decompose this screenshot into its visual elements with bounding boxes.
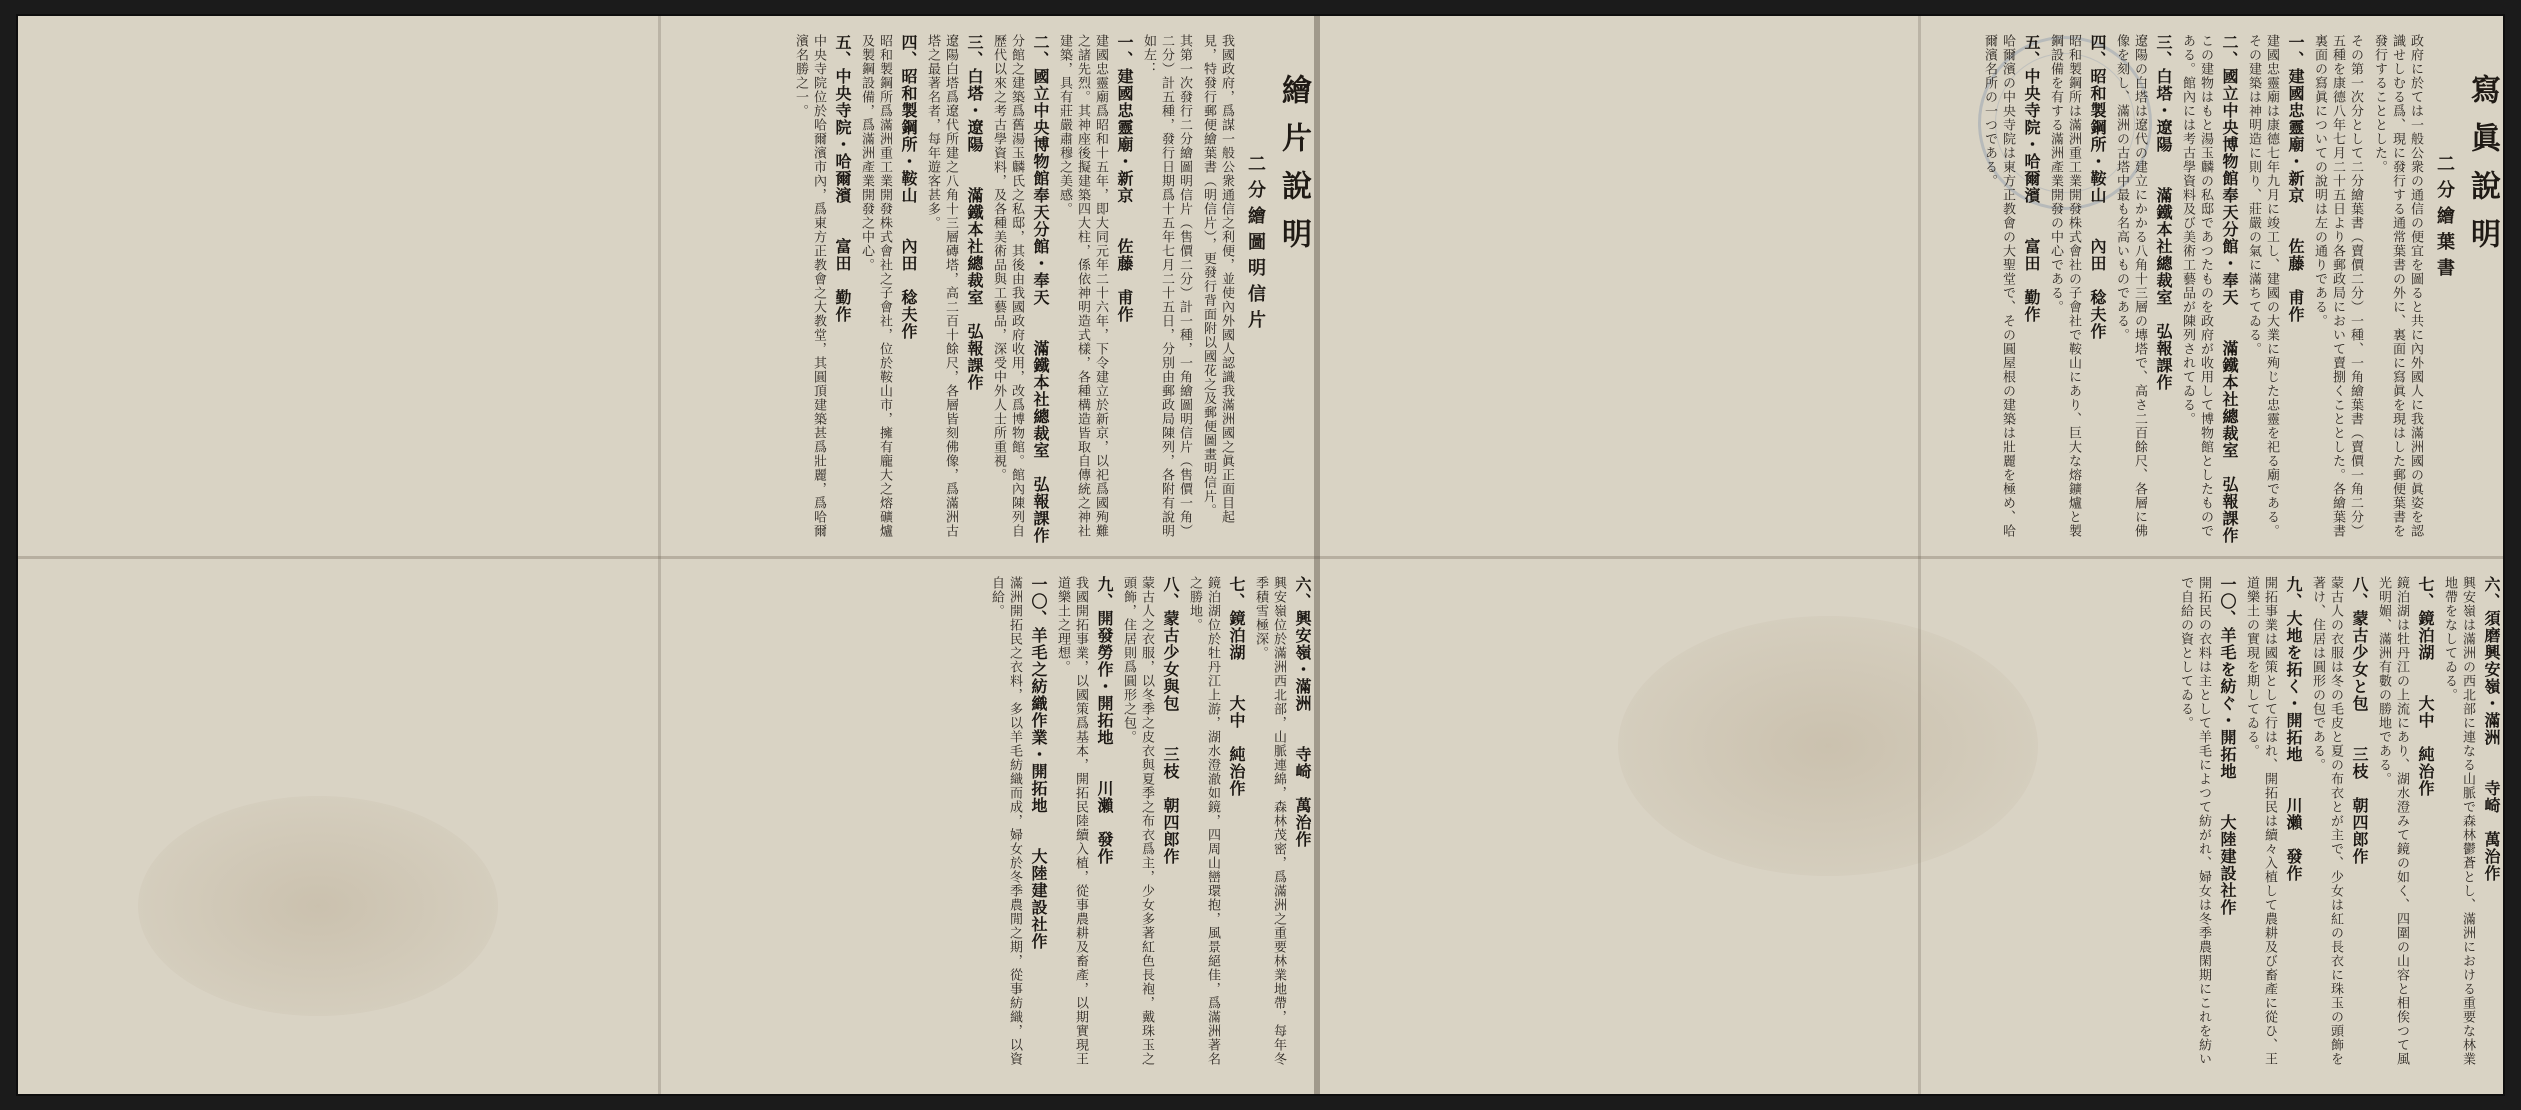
chinese-intro-paragraph: 我國政府，爲謀一般公衆通信之利便，並使內外國人認識我滿洲國之眞正面目起見，特發行郵便繪葉書（明信片），更發行背面附以國花之及郵便圖畫明信片。 xyxy=(1201,34,1234,524)
chinese-item-heading: 一、建國忠靈廟・新京 佐藤 甫作 xyxy=(1115,34,1134,323)
japanese-bottom-band xyxy=(1320,576,2503,1076)
chinese-item-heading: 七、鏡泊湖 大中 純治作 xyxy=(1227,576,1246,797)
japanese-item-heading: 八、蒙古少女と包 三枝 朝四郎作 xyxy=(2350,576,2369,865)
japanese-section xyxy=(1320,16,2503,1094)
chinese-item-heading: 八、蒙古少女與包 三枝 朝四郎作 xyxy=(1161,576,1180,865)
chinese-title: 繪片說明 xyxy=(1276,74,1311,266)
japanese-item-text: この建物はもと湯玉麟の私邸であつたものを政府が收用して博物館としたものである。館內には考古學資料及び美術工藝品が陳列されてゐる。 xyxy=(2180,34,2213,538)
postcard-description-sheet xyxy=(18,16,2503,1094)
chinese-item-text: 分館之建築爲舊湯玉麟氏之私邸，其後由我國政府收用，改爲博物館。館內陳列自歷代以來之考古學資料，及各種美術品與工藝品，深受中外人士所重視。 xyxy=(991,34,1024,538)
chinese-top-band xyxy=(18,34,1314,549)
japanese-item-heading: 四、昭和製鋼所・鞍山 內田 稔夫作 xyxy=(2088,34,2107,340)
japanese-item-heading: 七、鏡泊湖 大中 純治作 xyxy=(2416,576,2435,797)
japanese-intro-paragraph: 政府に於ては一般公衆の通信の便宜を圖ると共に內外國人に我滿洲國の眞姿を認識せしむる爲、現に發行する通常葉書の外に、裏面に寫眞を現はした郵便葉書を發行することとした。 xyxy=(2372,34,2423,538)
japanese-item-heading: 三、白塔・遼陽 滿鐵本社總裁室 弘報課作 xyxy=(2154,34,2173,391)
japanese-item-text: 開拓事業は國策として行はれ、開拓民は續々入植して農耕及び畜產に從ひ、王道樂土の實現を期してゐる。 xyxy=(2244,576,2277,1066)
chinese-item-heading: 五、中央寺院・哈爾濱 富田 勤作 xyxy=(833,34,852,323)
chinese-section xyxy=(18,16,1314,1094)
japanese-item-text: 開拓民の衣料は主として羊毛によつて紡がれ、婦女は冬季農閑期にこれを紡いで自給の資としてゐる。 xyxy=(2178,576,2211,1066)
japanese-item-text: 鏡泊湖は牡丹江の上流にあり、湖水澄みて鏡の如く、四圍の山容と相俟つて風光明媚、滿洲有數の勝地である。 xyxy=(2376,576,2409,1066)
japanese-item-heading: 一〇、羊毛を紡ぐ・開拓地 大陸建設社作 xyxy=(2218,576,2237,916)
japanese-title: 寫眞說明 xyxy=(2465,74,2500,266)
chinese-item-text: 我國開拓事業，以國策爲基本，開拓民陸續入植，從事農耕及畜產，以期實現王道樂土之理想。 xyxy=(1055,576,1088,1066)
japanese-item-heading: 六、須磨興安嶺・滿洲 寺崎 萬治作 xyxy=(2482,576,2501,882)
chinese-bottom-band xyxy=(18,576,1314,1076)
japanese-item-heading: 一、建國忠靈廟・新京 佐藤 甫作 xyxy=(2286,34,2305,323)
chinese-item-heading: 一〇、羊毛之紡織作業・開拓地 大陸建設社作 xyxy=(1029,576,1048,950)
japanese-item-text: 興安嶺は滿洲の西北部に連なる山脈で森林鬱蒼とし、滿洲における重要な林業地帶をなしてゐる。 xyxy=(2442,576,2475,1066)
chinese-item-heading: 三、白塔・遼陽 滿鐵本社總裁室 弘報課作 xyxy=(965,34,984,391)
chinese-item-text: 興安嶺位於滿洲西北部，山脈連綿，森林茂密，爲滿洲之重要林業地帶，每年冬季積雪極深。 xyxy=(1253,576,1286,1066)
chinese-item-text: 中央寺院位於哈爾濱市內，爲東方正教會之大教堂，其圓頂建築甚爲壯麗，爲哈爾濱名勝之一。 xyxy=(793,34,826,538)
chinese-item-text: 蒙古人之衣服，以冬季之皮衣與夏季之布衣爲主，少女多著紅色長袍，戴珠玉之頭飾，住居則爲圓形之包。 xyxy=(1121,576,1154,1066)
chinese-intro-paragraph: 其第一次發行二分繪圖明信片（售價二分）計一種，一角繪圖明信片（售價一角）二分）計五種，發行日期爲十五年七月二十五日，分別由郵政局陳列，各附有說明如左： xyxy=(1141,34,1192,538)
japanese-item-heading: 二、國立中央博物館奉天分館・奉天 滿鐵本社總裁室 弘報課作 xyxy=(2220,34,2239,544)
chinese-item-text: 鏡泊湖位於牡丹江上游，湖水澄澈如鏡，四周山巒環抱，風景絕佳，爲滿洲著名之勝地。 xyxy=(1187,576,1220,1066)
japanese-intro-paragraph: その第一次分として二分繪葉書（賣價二分）一種、一角繪葉書（賣價一角二分）五種を康德八年七月二十五日より各郵政局において賣捌くこととした。各繪葉書裏面の寫眞についての說明は左の通りである。 xyxy=(2312,34,2363,538)
japanese-item-text: 遼陽の白塔は遼代の建立にかかる八角十三層の塼塔で、高さ二百餘尺、各層に佛像を刻し、滿洲の古塔中最も名高いものである。 xyxy=(2114,34,2147,538)
chinese-item-text: 昭和製鋼所爲滿洲重工業開發株式會社之子會社，位於鞍山市，擁有龐大之熔礦爐及製鋼設備，爲滿洲產業開發之中心。 xyxy=(859,34,892,538)
chinese-item-heading: 二、國立中央博物館奉天分館・奉天 滿鐵本社總裁室 弘報課作 xyxy=(1031,34,1050,544)
japanese-item-text: 建國忠靈廟は康德七年九月に竣工し、建國の大業に殉じた忠靈を祀る廟である。その建築は神明造に則り、莊嚴の氣に滿ちてゐる。 xyxy=(2246,34,2279,538)
chinese-item-text: 遼陽白塔爲遼代所建之八角十三層磚塔，高二百十餘尺，各層皆刻佛像，爲滿洲古塔之最著名者，每年遊客甚多。 xyxy=(925,34,958,538)
japanese-item-heading: 五、中央寺院・哈爾濱 富田 勤作 xyxy=(2022,34,2041,323)
japanese-item-text: 哈爾濱の中央寺院は東方正教會の大聖堂で、その圓屋根の建築は壯麗を極め、哈爾濱名所の一つである。 xyxy=(1982,34,2015,538)
chinese-item-text: 滿洲開拓民之衣料，多以羊毛紡織而成，婦女於冬季農閒之期，從事紡織，以資自給。 xyxy=(989,576,1022,1066)
chinese-item-heading: 九、開發勞作・開拓地 川瀨 發作 xyxy=(1095,576,1114,865)
japanese-item-heading: 九、大地を拓く・開拓地 川瀨 發作 xyxy=(2284,576,2303,882)
chinese-item-heading: 六、興安嶺・滿洲 寺崎 萬治作 xyxy=(1293,576,1312,848)
chinese-subtitle: 二分繪圖明信片 xyxy=(1245,154,1266,336)
japanese-item-text: 蒙古人の衣服は冬の毛皮と夏の布衣とが主で、少女は紅の長衣に珠玉の頭飾を著け、住居は圓形の包である。 xyxy=(2310,576,2343,1066)
japanese-item-text: 昭和製鋼所は滿洲重工業開發株式會社の子會社で鞍山にあり、巨大な熔鑛爐と製鋼設備を有する滿洲產業開發の中心である。 xyxy=(2048,34,2081,538)
chinese-item-heading: 四、昭和製鋼所・鞍山 內田 稔夫作 xyxy=(899,34,918,340)
chinese-item-text: 建國忠靈廟爲昭和十五年，即大同元年二十六年，下令建立於新京，以祀爲國殉難之諸先烈。其神座後擬建築四大柱，係依神明造式樣，各種構造皆取自傳統之神社建築，具有莊嚴肅穆之美感。 xyxy=(1057,34,1108,538)
japanese-subtitle: 二分繪葉書 xyxy=(2434,154,2455,284)
japanese-top-band xyxy=(1320,34,2503,549)
